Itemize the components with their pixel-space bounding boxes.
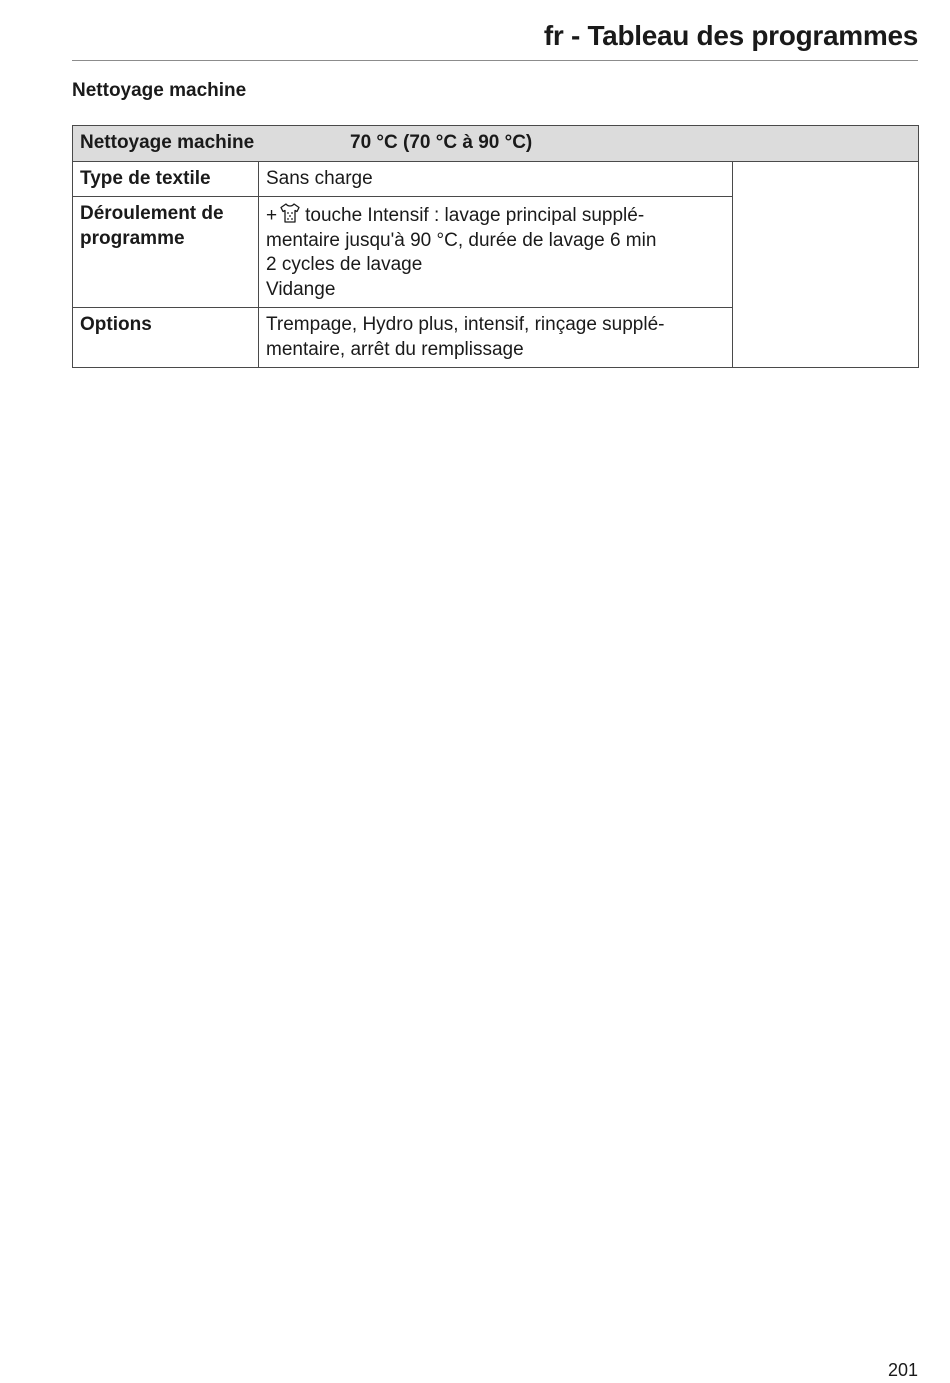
row-label: Déroulement de programme [73,197,259,308]
row-value [259,161,733,197]
empty-side-cell [733,161,919,368]
row-value-line [266,202,725,229]
row-value-line: 2 cycles de lavage [266,254,423,275]
program-name: Nettoyage machine [80,132,255,153]
row-label: Type de textile [73,161,259,197]
row-value [259,308,733,368]
page-number: 201 [887,1360,918,1380]
row-value-line: Sans charge [266,167,373,189]
program-table [72,125,919,368]
program-temperature: 70 °C (70 °C à 90 °C) [350,132,533,153]
table-row [73,161,919,197]
table-header-row [73,126,919,162]
row-value-line: Trempage, Hydro plus, intensif, rinçage supplé- [266,314,665,335]
table-header-cell [73,126,919,162]
page-header-title: fr - Tableau des programmes [543,20,918,51]
header-divider [72,60,918,61]
plus-sign: + [266,205,278,226]
row-value-line: mentaire jusqu'à 90 °C, durée de lavage 6 min [266,229,657,251]
row-value-line: mentaire, arrêt du remplissage [266,338,524,360]
row-value-line: Vidange [266,278,336,300]
row-value [259,197,733,308]
shirt-intensive-icon [279,202,301,224]
row-label: Options [73,308,259,368]
row-value-text: touche Intensif : lavage principal supplé- [305,205,645,226]
section-heading: Nettoyage machine [72,80,247,101]
